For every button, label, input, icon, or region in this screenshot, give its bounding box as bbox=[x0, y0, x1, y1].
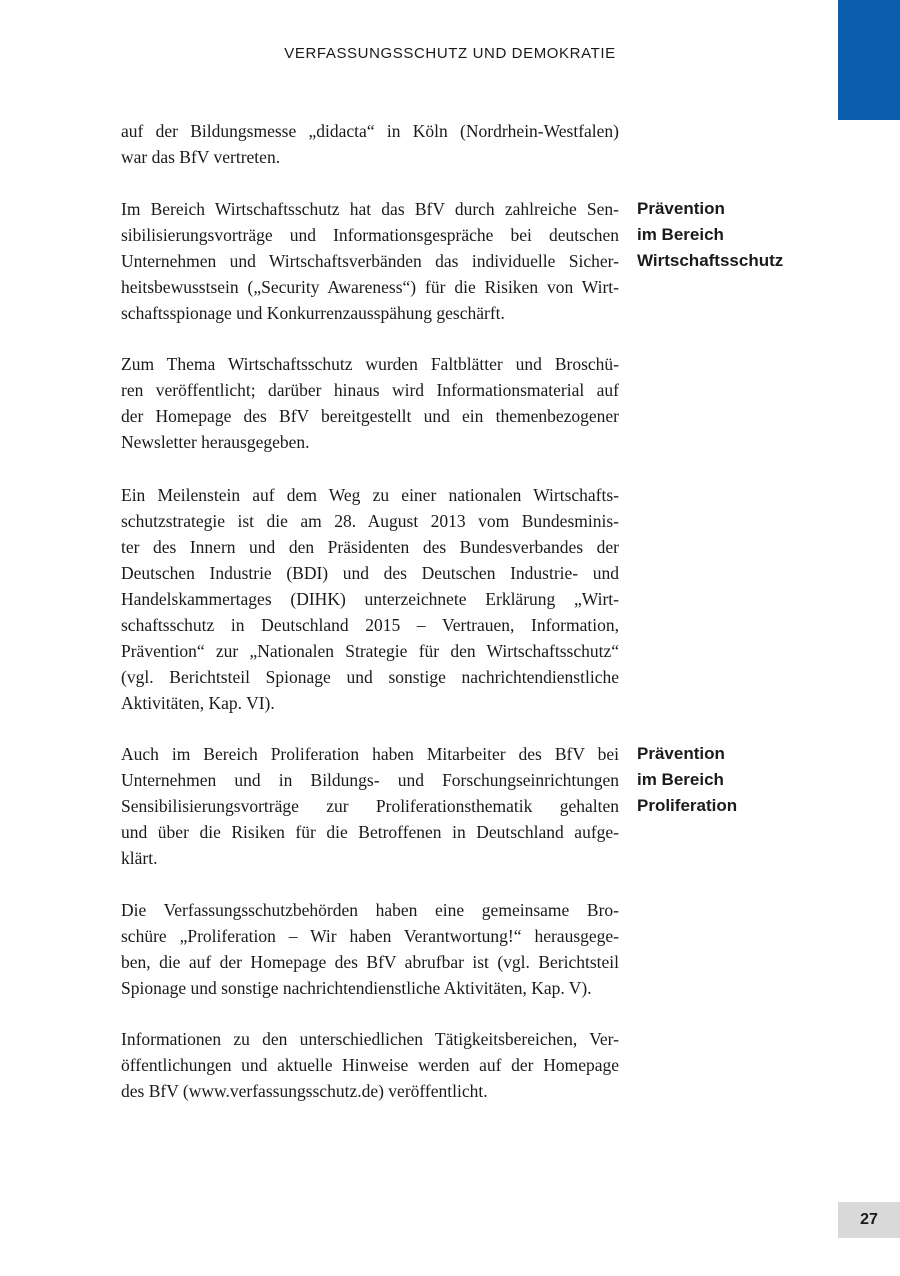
text-line: Informationen zu den unterschiedlichen Tätigkeitsbereichen, Ver- bbox=[121, 1029, 619, 1049]
text-line: schüre „Proliferation – Wir haben Verantwortung!“ herausgege- bbox=[121, 926, 619, 946]
text-line: ben, die auf der Homepage des BfV abrufbar ist (vgl. Berichtsteil bbox=[121, 952, 619, 972]
text-line: Unternehmen und in Bildungs- und Forschungseinrichtungen bbox=[121, 770, 619, 790]
text-line: Sensibilisierungsvorträge zur Proliferationsthematik gehalten bbox=[121, 796, 619, 816]
body-paragraph-1 bbox=[121, 118, 619, 170]
body-paragraph-5 bbox=[121, 741, 619, 871]
text-line: war das BfV vertreten. bbox=[121, 147, 281, 167]
text-line: schaftsschutz in Deutschland 2015 – Vertrauen, Information, bbox=[121, 615, 619, 635]
text-line: Newsletter herausgegeben. bbox=[121, 432, 310, 452]
text-line: heitsbewusstsein („Security Awareness“) für die Risiken von Wirt- bbox=[121, 277, 619, 297]
text-line: und über die Risiken für die Betroffenen in Deutschland aufge- bbox=[121, 822, 619, 842]
text-line: Deutschen Industrie (BDI) und des Deutschen Industrie- und bbox=[121, 563, 619, 583]
text-line: Spionage und sonstige nachrichtendienstliche Aktivitäten, Kap. V). bbox=[121, 978, 592, 998]
text-line: der Homepage des BfV bereitgestellt und ein themenbezogener bbox=[121, 406, 619, 426]
text-line: Unternehmen und Wirtschaftsverbänden das individuelle Sicher- bbox=[121, 251, 619, 271]
text-line: schutzstrategie ist die am 28. August 2013 vom Bundesminis- bbox=[121, 511, 619, 531]
text-line: Aktivitäten, Kap. VI). bbox=[121, 693, 275, 713]
body-paragraph-3 bbox=[121, 351, 619, 455]
body-paragraph-7 bbox=[121, 1026, 619, 1104]
text-line: Ein Meilenstein auf dem Weg zu einer nationalen Wirtschafts- bbox=[121, 485, 619, 505]
margin-heading-line: Prävention bbox=[637, 199, 725, 218]
margin-heading-line: Wirtschaftsschutz bbox=[637, 251, 784, 270]
text-line: Handelskammertages (DIHK) unterzeichnete Erklärung „Wirt- bbox=[121, 589, 619, 609]
text-line: des BfV (www.verfassungsschutz.de) veröffentlicht. bbox=[121, 1081, 488, 1101]
margin-heading-line: Prävention bbox=[637, 744, 725, 763]
text-line: ren veröffentlicht; darüber hinaus wird Informationsmaterial auf bbox=[121, 380, 619, 400]
text-line: Im Bereich Wirtschaftsschutz hat das BfV durch zahlreiche Sen- bbox=[121, 199, 619, 219]
text-line: Zum Thema Wirtschaftsschutz wurden Faltblätter und Broschü- bbox=[121, 354, 619, 374]
margin-heading-line: Proliferation bbox=[637, 796, 738, 815]
text-line: Auch im Bereich Proliferation haben Mitarbeiter des BfV bei bbox=[121, 744, 619, 764]
text-line: Die Verfassungsschutzbehörden haben eine gemeinsame Bro- bbox=[121, 900, 619, 920]
body-paragraph-2 bbox=[121, 196, 619, 326]
text-line: auf der Bildungsmesse „didacta“ in Köln (Nordrhein-Westfalen) bbox=[121, 121, 619, 141]
body-paragraph-4 bbox=[121, 482, 619, 716]
text-line: sibilisierungsvorträge und Informationsgespräche bei deutschen bbox=[121, 225, 619, 245]
margin-heading-line: im Bereich bbox=[637, 770, 724, 789]
margin-heading-wirtschaftsschutz bbox=[637, 196, 827, 274]
body-paragraph-6 bbox=[121, 897, 619, 1001]
text-line: klärt. bbox=[121, 848, 158, 868]
text-line: ter des Innern und den Präsidenten des Bundesverbandes der bbox=[121, 537, 619, 557]
text-line: Prävention“ zur „Nationalen Strategie für den Wirtschaftsschutz“ bbox=[121, 641, 619, 661]
margin-heading-proliferation bbox=[637, 741, 827, 819]
text-line: öffentlichungen und aktuelle Hinweise werden auf der Homepage bbox=[121, 1055, 619, 1075]
margin-heading-line: im Bereich bbox=[637, 225, 724, 244]
text-line: (vgl. Berichtsteil Spionage und sonstige nachrichtendienstliche bbox=[121, 667, 619, 687]
running-header: VERFASSUNGSSCHUTZ UND DEMOKRATIE bbox=[284, 45, 616, 62]
page-number: 27 bbox=[838, 1202, 900, 1238]
text-line: schaftsspionage und Konkurrenzausspähung geschärft. bbox=[121, 303, 505, 323]
